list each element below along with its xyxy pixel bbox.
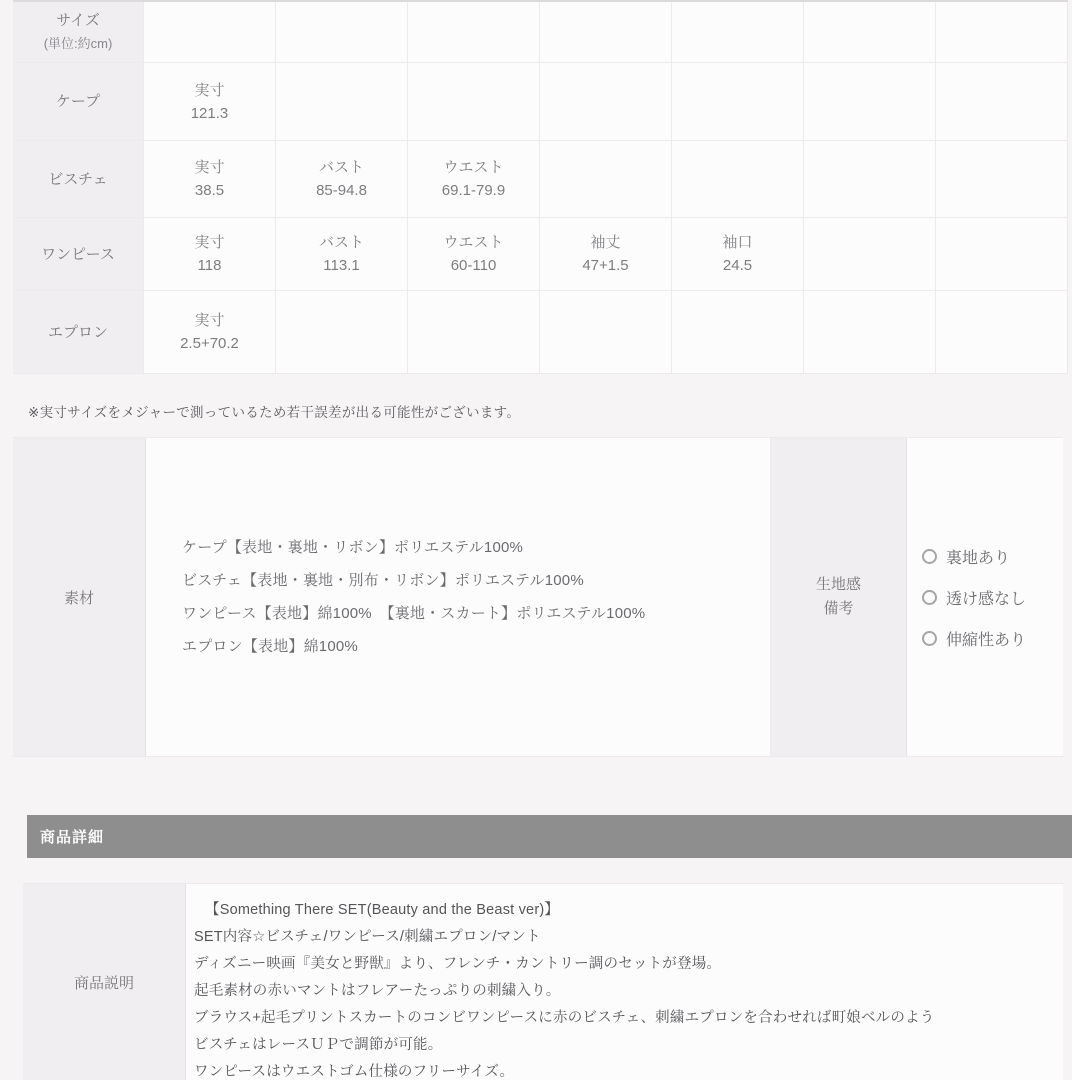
empty-cell (936, 63, 1068, 141)
measure-type: 実寸 (194, 81, 225, 99)
measure-type: ウエスト (443, 234, 504, 251)
material-line: エプロン【表地】綿100% (182, 638, 358, 655)
fabric-notes-label (771, 438, 907, 756)
material-line: ケープ【表地・裏地・リボン】ポリエステル100% (182, 539, 524, 556)
measure-cell (672, 218, 804, 291)
measure-cell (276, 218, 408, 291)
description-content (186, 884, 1063, 1080)
empty-cell (804, 141, 936, 218)
row-label: ケープ (13, 63, 144, 141)
measure-cell (144, 63, 276, 141)
empty-cell (144, 2, 276, 63)
measure-type: バスト (318, 234, 364, 251)
measure-value: 121.3 (190, 104, 229, 122)
measure-cell (144, 218, 276, 291)
size-header-title: サイズ (56, 12, 100, 29)
measure-value: 113.1 (323, 257, 360, 274)
description-line: 【Something There SET(Beauty and the Beast ver)】 (205, 902, 560, 918)
material-line: ビスチェ【表地・裏地・別布・リボン】ポリエステル100% (182, 572, 584, 589)
table-row-bustier (13, 141, 1068, 218)
size-header-unit: (単位:約cm) (43, 36, 113, 51)
empty-cell (540, 63, 672, 141)
empty-cell (936, 141, 1068, 218)
empty-cell (804, 2, 936, 63)
empty-cell (276, 2, 408, 63)
measure-value: 38.5 (194, 182, 225, 199)
empty-cell (936, 218, 1068, 291)
empty-cell (936, 2, 1068, 63)
fabric-note-item (922, 545, 1063, 568)
fabric-note-item (922, 586, 1063, 609)
empty-cell (408, 291, 540, 374)
circle-bullet-icon (922, 590, 937, 605)
measure-value: 118 (197, 257, 222, 274)
size-table (13, 0, 1068, 374)
measure-value: 24.5 (722, 257, 753, 274)
table-row-onepiece (13, 218, 1068, 291)
measure-cell (408, 218, 540, 291)
measure-value: 2.5+70.2 (180, 335, 239, 352)
measure-value: 85-94.8 (316, 182, 367, 199)
description-label: 商品説明 (23, 884, 186, 1080)
description-line: ディズニー映画『美女と野獣』より、フレンチ・カントリー調のセットが登場。 (194, 956, 722, 972)
measure-type: バスト (318, 159, 364, 176)
measurement-disclaimer: ※実寸サイズをメジャーで測っているため若干誤差が出る可能性がございます。 (28, 405, 521, 420)
measure-value: 47+1.5 (582, 257, 629, 274)
measure-type: 実寸 (194, 312, 225, 329)
empty-cell (540, 2, 672, 63)
empty-cell (276, 63, 408, 141)
row-label: エプロン (13, 291, 144, 374)
measure-type: 実寸 (194, 234, 225, 251)
empty-cell (672, 2, 804, 63)
fabric-note-text: 伸縮性あり (946, 631, 1027, 649)
empty-cell (936, 291, 1068, 374)
table-row-cape (13, 63, 1068, 141)
empty-cell (408, 63, 540, 141)
material-section (13, 437, 1063, 757)
table-row-apron (13, 291, 1068, 374)
empty-cell (804, 63, 936, 141)
table-header-row (13, 2, 1068, 63)
measure-type: 実寸 (194, 159, 225, 176)
material-label: 素材 (13, 438, 146, 756)
empty-cell (804, 291, 936, 374)
circle-bullet-icon (922, 549, 937, 564)
empty-cell (276, 291, 408, 374)
measure-cell (276, 141, 408, 218)
detail-bar-title: 商品詳細 (40, 829, 105, 846)
measure-cell (540, 218, 672, 291)
row-label: ビスチェ (13, 141, 144, 218)
empty-cell (672, 141, 804, 218)
description-line: 起毛素材の赤いマントはフレアーたっぷりの刺繍入り。 (194, 983, 561, 999)
material-content (146, 438, 771, 756)
measure-value: 69.1-79.9 (441, 182, 506, 199)
measure-cell (144, 291, 276, 374)
description-line: SET内容☆ビスチェ/ワンピース/刺繍エプロン/マント (194, 929, 541, 945)
product-detail-header-bar (27, 815, 1072, 858)
fabric-note-item (922, 627, 1063, 650)
empty-cell (672, 63, 804, 141)
empty-cell (540, 141, 672, 218)
measure-type: 袖丈 (590, 234, 621, 251)
fabric-notes-list (907, 438, 1063, 756)
description-line: ブラウス+起毛プリントスカートのコンビワンピースに赤のビスチェ、刺繍エプロンを合わせれば町娘ベルのよう (194, 1010, 935, 1026)
measure-cell (408, 141, 540, 218)
fabric-note-text: 透け感なし (946, 590, 1027, 608)
empty-cell (804, 218, 936, 291)
description-line: ビスチェはレースＵＰで調節が可能。 (194, 1037, 443, 1053)
empty-cell (540, 291, 672, 374)
empty-cell (672, 291, 804, 374)
measure-type: 袖口 (722, 234, 753, 251)
fabric-label-line1: 生地感 (815, 576, 861, 593)
empty-cell (408, 2, 540, 63)
row-label: ワンピース (13, 218, 144, 291)
size-table-header-cell (13, 2, 144, 63)
fabric-note-text: 裏地あり (946, 549, 1011, 567)
measure-cell (144, 141, 276, 218)
measure-type: ウエスト (443, 159, 504, 176)
fabric-label-line2: 備考 (823, 600, 854, 617)
material-line: ワンピース【表地】綿100% 【裏地・スカート】ポリエステル100% (182, 605, 646, 622)
description-section (23, 883, 1063, 1080)
circle-bullet-icon (922, 631, 937, 646)
description-line: ワンピースはウエストゴム仕様のフリーサイズ。 (194, 1064, 515, 1080)
measure-value: 60-110 (450, 257, 497, 274)
